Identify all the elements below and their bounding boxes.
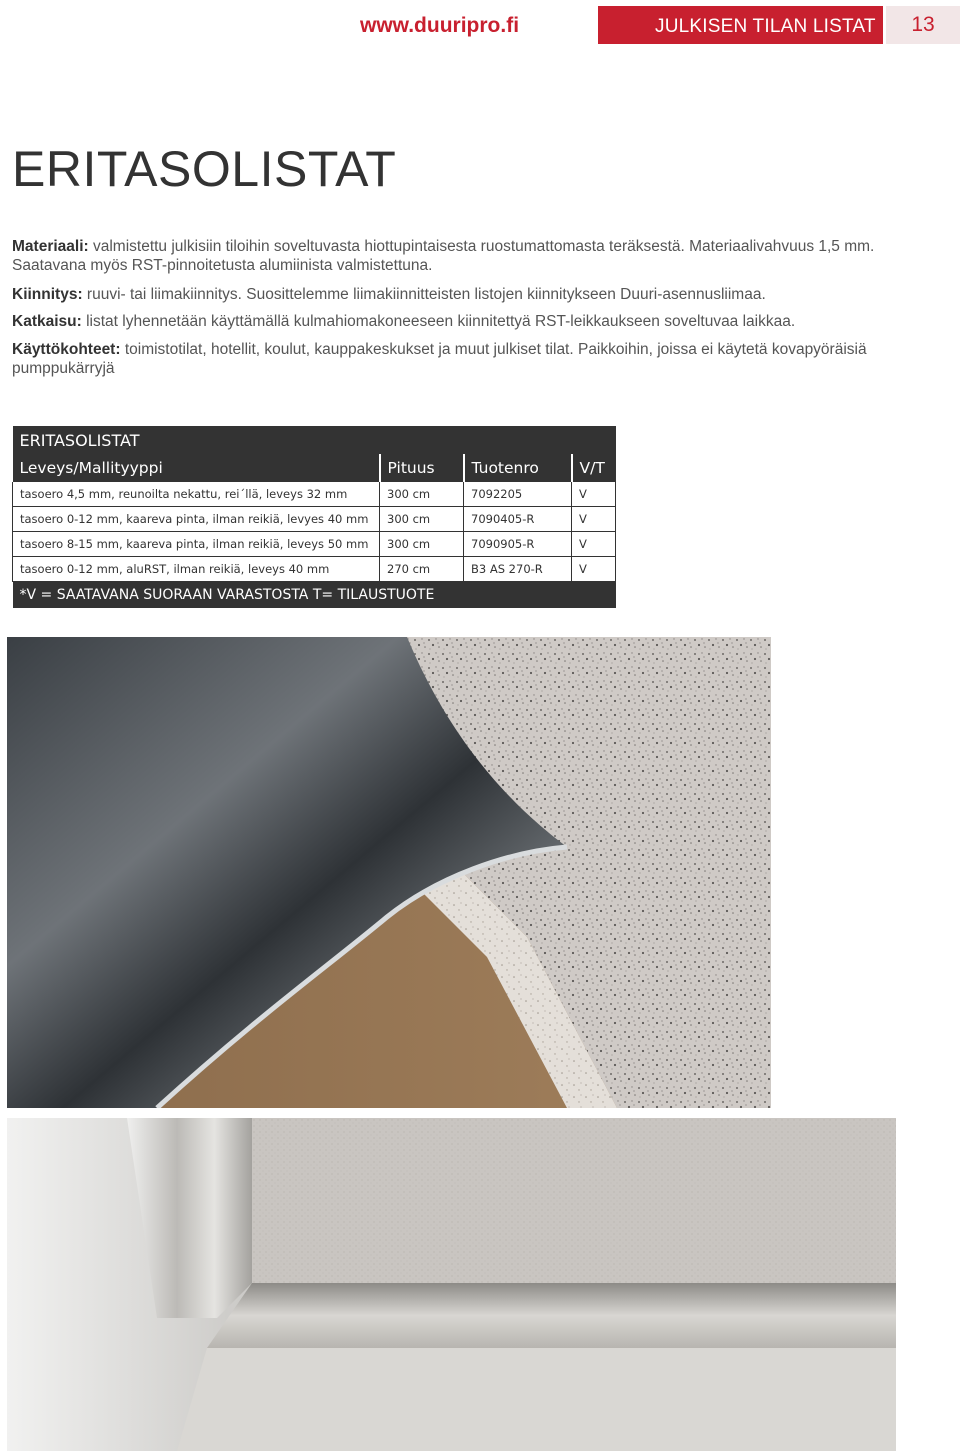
threshold-profile-photo bbox=[7, 637, 771, 1108]
materiaali-label: Materiaali: bbox=[12, 238, 89, 255]
cell-availability: V bbox=[572, 507, 616, 532]
katkaisu-text: listat lyhennetään käyttämällä kulmahiomakoneeseen kiinnitettyä RST-leikkaukseen soveltuvaa laikkaa. bbox=[81, 313, 796, 330]
table-row bbox=[13, 482, 616, 507]
cell-length: 300 cm bbox=[380, 507, 464, 532]
table-header-row bbox=[13, 454, 616, 482]
table-footer: *V = SAATAVANA SUORAAN VARASTOSTA T= TILAUSTUOTE bbox=[13, 582, 616, 609]
col-header-availability: V/T bbox=[572, 454, 616, 482]
cell-availability: V bbox=[572, 482, 616, 507]
table-title: ERITASOLISTAT bbox=[13, 426, 616, 454]
cell-type: tasoero 8-15 mm, kaareva pinta, ilman reikiä, leveys 50 mm bbox=[13, 532, 380, 557]
section-title: JULKISEN TILAN LISTAT bbox=[655, 16, 876, 37]
cell-length: 270 cm bbox=[380, 557, 464, 582]
cell-availability: V bbox=[572, 557, 616, 582]
kiinnitys-label: Kiinnitys: bbox=[12, 286, 83, 303]
site-url[interactable]: www.duuripro.fi bbox=[360, 14, 520, 37]
product-table bbox=[12, 426, 616, 608]
table-row bbox=[13, 507, 616, 532]
table-row bbox=[13, 532, 616, 557]
materiaali-text: valmistettu julkisiin tiloihin soveltuvasta hiottupintaisesta ruostumattomasta teräksestä. Materiaalivahvuus 1,5 mm. Saatavana myös RST-pinnoitetusta alumiinista valmistettuna. bbox=[12, 238, 875, 274]
cell-length: 300 cm bbox=[380, 532, 464, 557]
kaytto-text: toimistotilat, hotellit, koulut, kauppakeskukset ja muut julkiset tilat. Paikkoihin, joissa ei käytetä kovapyöräisiä pumppukärryjä bbox=[12, 341, 867, 377]
materiaali-paragraph bbox=[12, 237, 947, 275]
col-header-length: Pituus bbox=[380, 454, 464, 482]
table-title-row bbox=[13, 426, 616, 454]
katkaisu-paragraph bbox=[12, 312, 947, 331]
cell-type: tasoero 4,5 mm, reunoilta nekattu, rei´llä, leveys 32 mm bbox=[13, 482, 380, 507]
table-row bbox=[13, 557, 616, 582]
page-number: 13 bbox=[886, 6, 960, 44]
threshold-corner-illustration bbox=[7, 1118, 896, 1451]
threshold-corner-photo bbox=[7, 1118, 896, 1451]
threshold-profile-illustration bbox=[7, 637, 771, 1108]
cell-length: 300 cm bbox=[380, 482, 464, 507]
col-header-product-no: Tuotenro bbox=[464, 454, 572, 482]
cell-type: tasoero 0-12 mm, aluRST, ilman reikiä, leveys 40 mm bbox=[13, 557, 380, 582]
cell-product-no: 7090405-R bbox=[464, 507, 572, 532]
cell-product-no: 7092205 bbox=[464, 482, 572, 507]
cell-product-no: B3 AS 270-R bbox=[464, 557, 572, 582]
col-header-type: Leveys/Mallityyppi bbox=[13, 454, 380, 482]
cell-availability: V bbox=[572, 532, 616, 557]
cell-product-no: 7090905-R bbox=[464, 532, 572, 557]
kaytto-label: Käyttökohteet: bbox=[12, 341, 121, 358]
katkaisu-label: Katkaisu: bbox=[12, 313, 82, 330]
kaytto-paragraph bbox=[12, 340, 947, 378]
page-title: ERITASOLISTAT bbox=[12, 141, 397, 197]
kiinnitys-text: ruuvi- tai liimakiinnitys. Suosittelemme liimakiinnitteisten listojen kiinnitykseen Duuri-asennusliimaa. bbox=[82, 286, 766, 303]
cell-type: tasoero 0-12 mm, kaareva pinta, ilman reikiä, levyes 40 mm bbox=[13, 507, 380, 532]
table-footer-row bbox=[13, 582, 616, 609]
kiinnitys-paragraph bbox=[12, 285, 947, 304]
